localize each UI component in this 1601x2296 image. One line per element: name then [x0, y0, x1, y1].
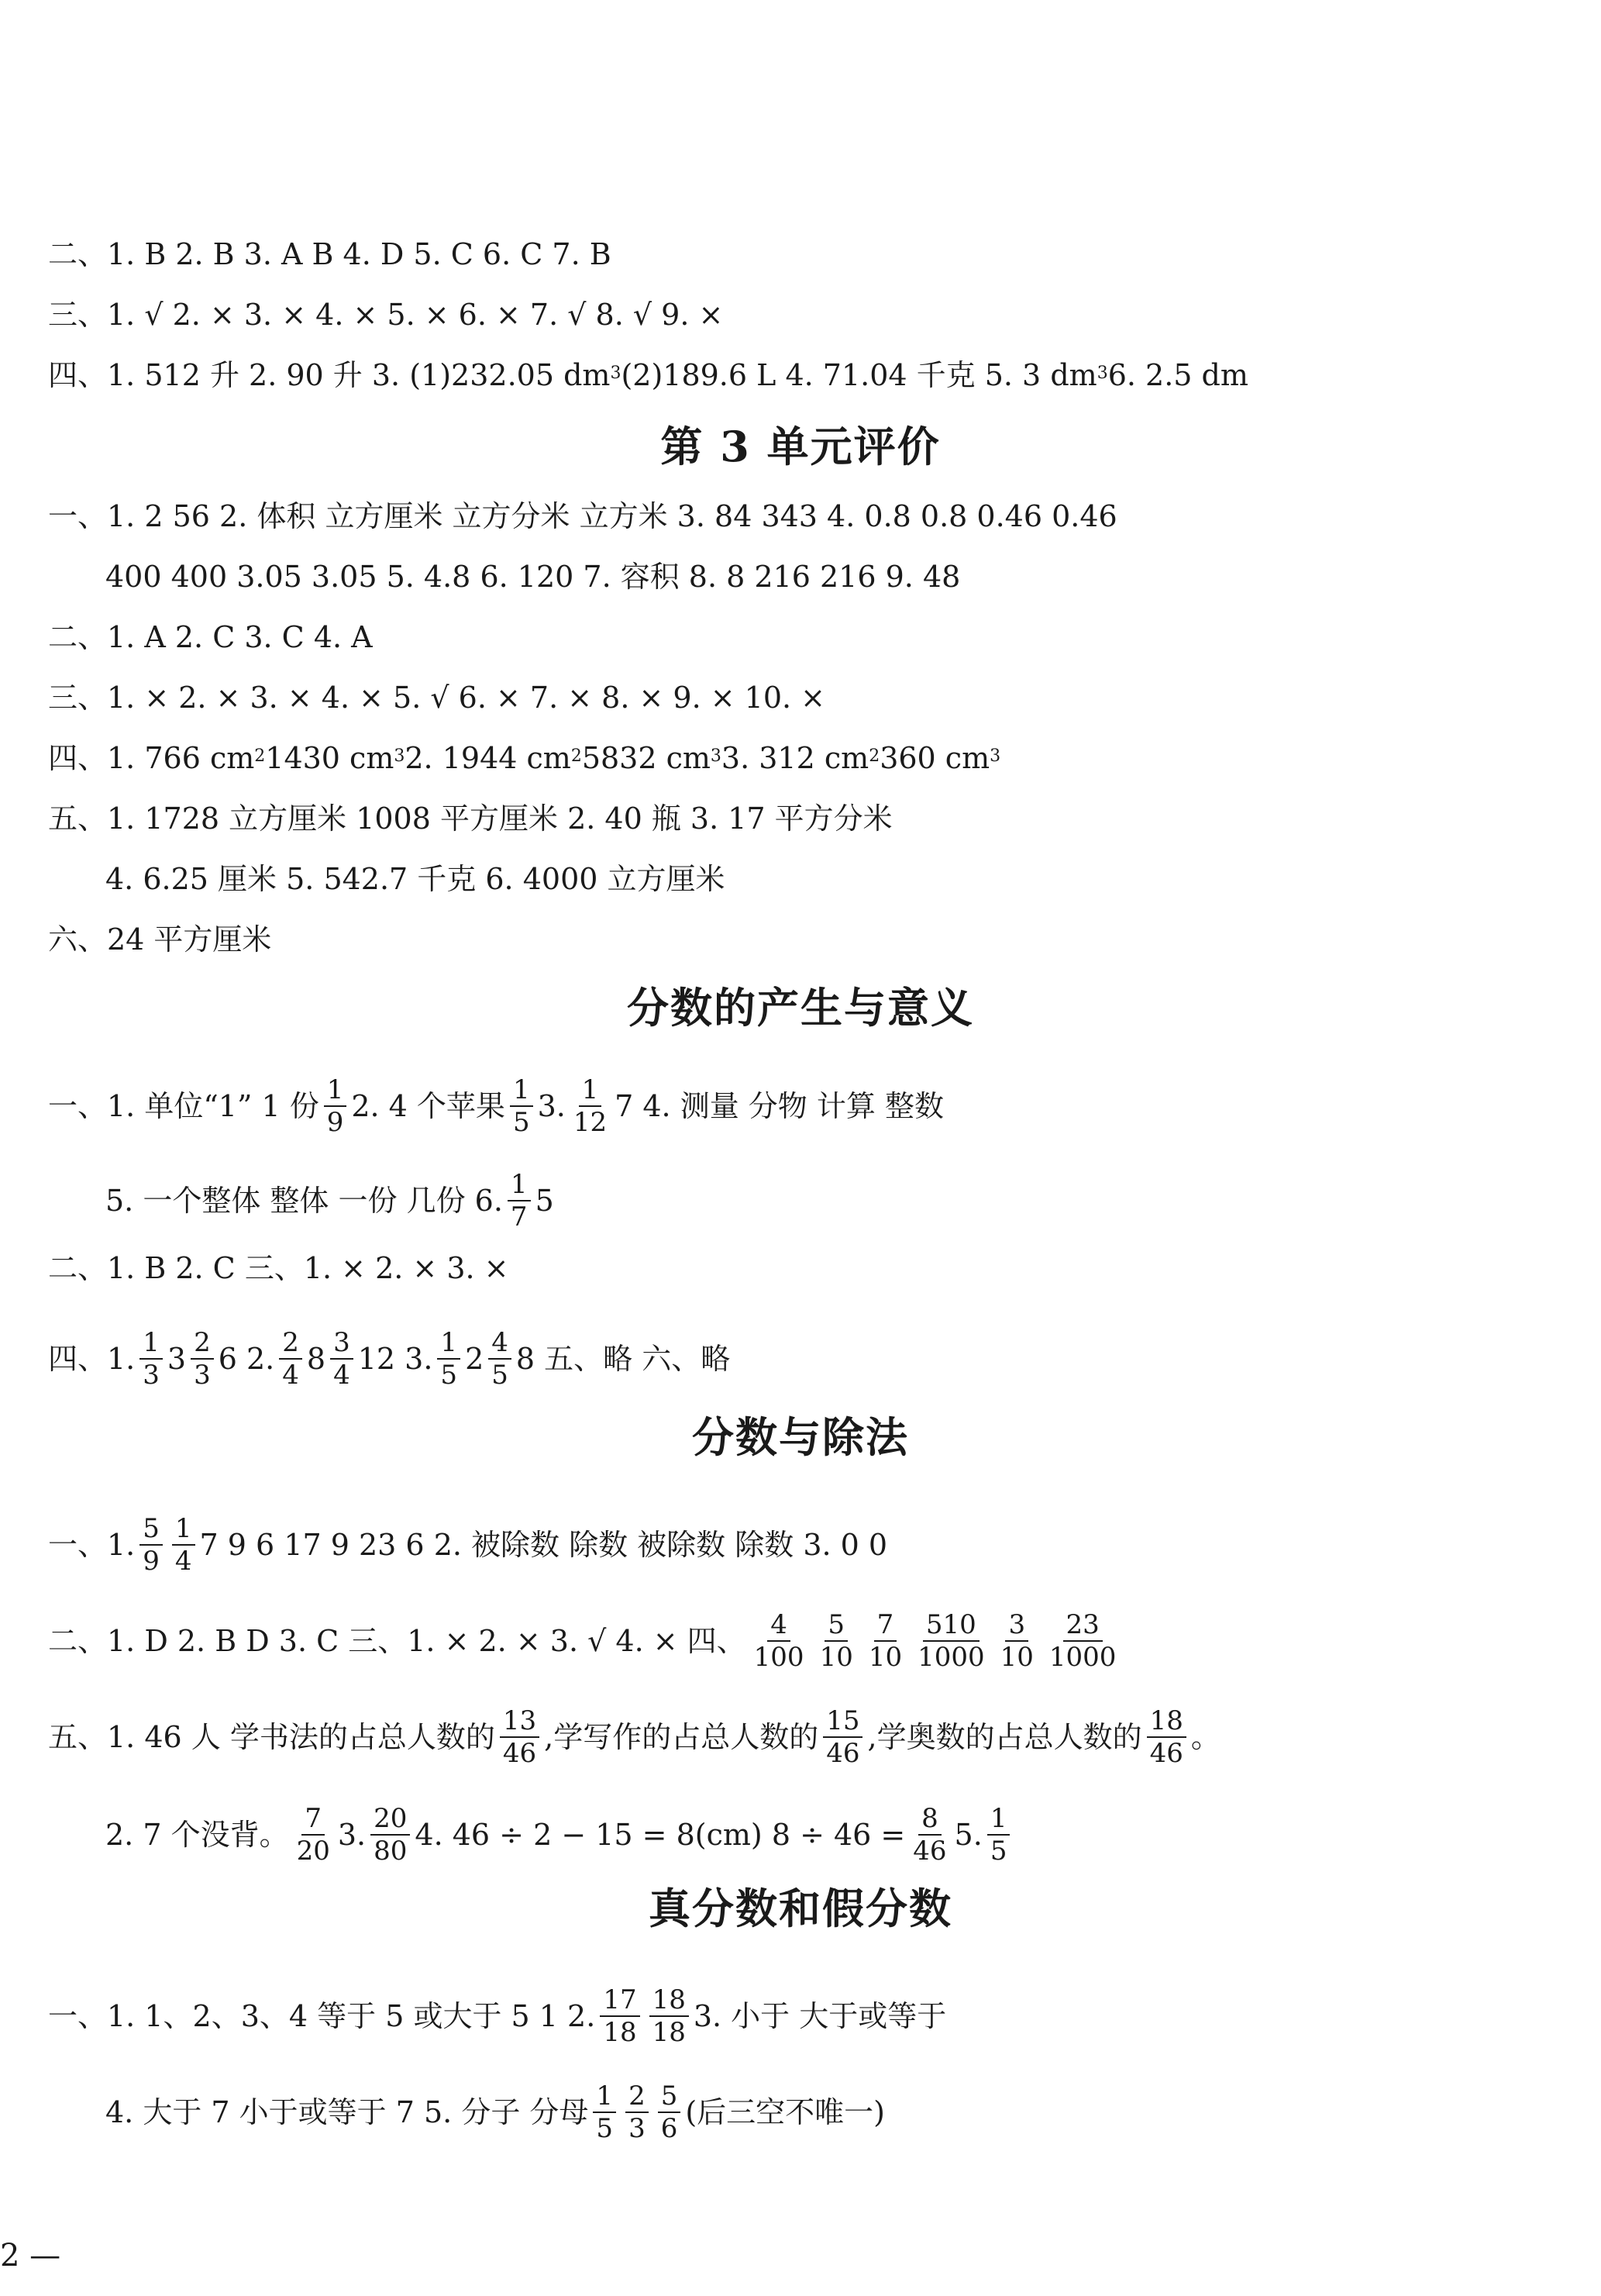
- denominator: 80: [374, 1836, 408, 1867]
- answer-text: 四、1. 512 升 2. 90 升 3. (1)232.05 dm: [48, 358, 611, 392]
- numerator: 18: [649, 1984, 689, 2017]
- answer-text: 7 4. 测量 分物 计算 整数: [615, 1089, 944, 1123]
- denominator: 10: [868, 1642, 903, 1673]
- answer-text: 2. 4 个苹果: [351, 1089, 505, 1123]
- answer-text: 一、1. 单位“1” 1 份: [48, 1089, 319, 1123]
- numerator: 23: [1063, 1609, 1103, 1642]
- answer-text: 一、1. 1、2、3、4 等于 5 或大于 5 1 2.: [48, 1999, 596, 2033]
- numerator: 13: [500, 1705, 539, 1738]
- denominator: 5: [491, 1360, 508, 1391]
- denominator: 5: [440, 1360, 458, 1391]
- denominator: 1000: [918, 1642, 985, 1673]
- answer-text: 2: [465, 1342, 484, 1376]
- unit3-line-5-cont: [105, 862, 725, 896]
- numerator: 1: [508, 1169, 531, 1201]
- fraction: [1147, 1705, 1186, 1769]
- heading-proper-improper: 真分数和假分数: [649, 1884, 952, 1933]
- fraction: [751, 1609, 807, 1673]
- fraction: [866, 1609, 905, 1673]
- denominator: 9: [326, 1107, 344, 1138]
- numerator: 5: [139, 1513, 163, 1546]
- numerator: 3: [330, 1327, 353, 1360]
- answer-text: (2)189.6 L 4. 71.04 千克 5. 3 dm: [621, 358, 1097, 392]
- fraction: [330, 1327, 353, 1391]
- numerator: 510: [923, 1609, 980, 1642]
- numerator: 1: [987, 1803, 1011, 1836]
- denominator: 4: [333, 1360, 350, 1391]
- answer-text: 3.: [537, 1089, 566, 1123]
- denominator: 18: [603, 2017, 637, 2048]
- numerator: 1: [324, 1074, 347, 1107]
- fraction: [510, 1074, 533, 1138]
- division-line-5: [48, 1705, 1221, 1769]
- numerator: 4: [488, 1327, 511, 1360]
- unit3-line-5: [48, 802, 893, 836]
- answer-text: 二、1. A 2. C 3. C 4. A: [48, 620, 373, 654]
- numerator: 8: [918, 1803, 942, 1836]
- answer-text: 3. 小于 大于或等于: [693, 1999, 947, 2033]
- denominator: 46: [1149, 1738, 1183, 1769]
- denominator: 100: [753, 1642, 804, 1673]
- meaning-line-4: [48, 1327, 730, 1391]
- answer-text: 400 400 3.05 3.05 5. 4.8 6. 120 7. 容积 8. 8 216 216 9. 48: [105, 560, 961, 594]
- answer-text: 5. 一个整体 整体 一份 几份 6.: [105, 1184, 503, 1218]
- numerator: 5: [825, 1609, 848, 1642]
- answer-text: 4. 6.25 厘米 5. 542.7 千克 6. 4000 立方厘米: [105, 862, 725, 896]
- fraction: [324, 1074, 347, 1138]
- answer-text: ,学奥数的占总人数的: [867, 1720, 1142, 1754]
- denominator: 12: [573, 1107, 608, 1138]
- answer-text: 五、1. 46 人 学书法的占总人数的: [48, 1720, 495, 1754]
- fraction: [191, 1327, 214, 1391]
- answer-text: 4. 46 ÷ 2 − 15 = 8(cm) 8 ÷ 46 =: [415, 1818, 906, 1852]
- answer-text: 二、1. D 2. B D 3. C 三、1. × 2. × 3. √ 4. × 四、: [48, 1624, 746, 1658]
- fraction: [987, 1803, 1011, 1867]
- answer-text: 二、1. B 2. B 3. A B 4. D 5. C 6. C 7. B: [48, 237, 611, 271]
- denominator: 7: [510, 1201, 528, 1232]
- division-line-5-cont: [105, 1803, 1014, 1867]
- answer-text: 6. 2.5 dm: [1107, 358, 1248, 392]
- unit3-line-3: [48, 681, 825, 715]
- meaning-line-2: [48, 1251, 509, 1285]
- meaning-line-1: [48, 1074, 944, 1138]
- denominator: 18: [652, 2017, 686, 2048]
- fraction: [600, 1984, 639, 2048]
- fraction: [914, 1609, 988, 1673]
- fraction: [570, 1074, 610, 1138]
- denominator: 5: [596, 2113, 614, 2144]
- heading-fraction-meaning: 分数的产生与意义: [627, 983, 974, 1033]
- answer-text: 2. 1944 cm: [405, 741, 571, 775]
- numerator: 2: [625, 2081, 649, 2113]
- denominator: 3: [143, 1360, 160, 1391]
- numerator: 2: [279, 1327, 302, 1360]
- proper-line-1-cont: [105, 2081, 885, 2144]
- numerator: 3: [1005, 1609, 1028, 1642]
- denominator: 9: [143, 1546, 160, 1577]
- heading-fraction-division: 分数与除法: [692, 1412, 909, 1462]
- fraction: [370, 1803, 410, 1867]
- answer-text: 六、24 平方厘米: [48, 922, 272, 957]
- denominator: 5: [990, 1836, 1007, 1867]
- unit3-line-2: [48, 620, 373, 654]
- numerator: 1: [579, 1074, 602, 1107]
- answer-line-2: [48, 237, 611, 271]
- answer-text: 6 2.: [218, 1342, 275, 1376]
- fraction: [997, 1609, 1037, 1673]
- answer-text: 三、1. × 2. × 3. × 4. × 5. √ 6. × 7. × 8. × 9. × 10. ×: [48, 681, 826, 715]
- answer-text: 5: [535, 1184, 554, 1218]
- answer-line-3: [48, 298, 723, 332]
- answer-text: 一、1. 2 56 2. 体积 立方厘米 立方分米 立方米 3. 84 343 4. 0.8 0.8 0.46 0.46: [48, 499, 1117, 533]
- answer-text: 3.: [337, 1818, 367, 1852]
- meaning-line-1-cont: [105, 1169, 554, 1232]
- numerator: 1: [172, 1513, 195, 1546]
- answer-text: 8 五、略 六、略: [515, 1342, 731, 1376]
- numerator: 4: [767, 1609, 790, 1642]
- answer-text: 4. 大于 7 小于或等于 7 5. 分子 分母: [105, 2095, 589, 2129]
- fraction: [437, 1327, 460, 1391]
- division-line-2: [48, 1609, 1124, 1673]
- numerator: 18: [1147, 1705, 1186, 1738]
- answer-text: 一、1.: [48, 1528, 136, 1562]
- page-number: 2 —: [0, 2238, 61, 2274]
- numerator: 5: [658, 2081, 681, 2113]
- answer-text: 三、1. √ 2. × 3. × 4. × 5. × 6. × 7. √ 8. √ 9. ×: [48, 298, 724, 332]
- answer-text: 360 cm: [880, 741, 990, 775]
- answer-line-4: 四、1. 512 升 2. 90 升 3. (1)232.05 dm $^3$ (2)189.6 L 4. 71.04 千克 5. 3 dm $^3$ 6. 2.5 dm: [48, 358, 1248, 392]
- fraction: [625, 2081, 649, 2144]
- division-line-1: [48, 1513, 887, 1577]
- answer-text: 二、1. B 2. C 三、1. × 2. × 3. ×: [48, 1251, 509, 1285]
- denominator: 10: [1000, 1642, 1034, 1673]
- answer-text: 3. 312 cm: [721, 741, 869, 775]
- denominator: 46: [502, 1738, 537, 1769]
- fraction: [172, 1513, 195, 1577]
- answer-text: (后三空不唯一): [685, 2095, 885, 2129]
- proper-line-1: [48, 1984, 946, 2048]
- fraction: [139, 1513, 163, 1577]
- numerator: 7: [301, 1803, 325, 1836]
- heading-unit3: 第 3 单元评价: [660, 422, 941, 471]
- numerator: 17: [600, 1984, 639, 2017]
- fraction: [294, 1803, 333, 1867]
- fraction: [910, 1803, 949, 1867]
- answer-text: 8: [306, 1342, 326, 1376]
- fraction: [593, 2081, 616, 2144]
- denominator: 4: [174, 1546, 192, 1577]
- answer-text: 5832 cm: [581, 741, 711, 775]
- answer-text: 7 9 6 17 9 23 6 2. 被除数 除数 被除数 除数 3. 0 0: [199, 1528, 888, 1562]
- denominator: 3: [628, 2113, 646, 2144]
- numerator: 1: [139, 1327, 163, 1360]
- answer-text: 四、1. 766 cm: [48, 741, 255, 775]
- fraction: [488, 1327, 511, 1391]
- numerator: 7: [874, 1609, 897, 1642]
- fraction: [279, 1327, 302, 1391]
- numerator: 2: [191, 1327, 214, 1360]
- numerator: 1: [437, 1327, 460, 1360]
- unit3-line-4: 四、1. 766 cm $^2$ 1430 cm $^3$ 2. 1944 cm $^2$ 5832 cm $^3$ 3. 312 cm $^2$ 360 cm $^3$: [48, 741, 1001, 775]
- unit3-line-6: [48, 922, 271, 957]
- fraction: [139, 1327, 163, 1391]
- answer-text: 5.: [954, 1818, 983, 1852]
- numerator: 15: [823, 1705, 862, 1738]
- numerator: 1: [510, 1074, 533, 1107]
- answer-text: 四、1.: [48, 1342, 136, 1376]
- unit3-line-1-cont: [105, 560, 960, 594]
- answer-text: 2. 7 个没背。: [105, 1818, 289, 1852]
- fraction: [817, 1609, 856, 1673]
- denominator: 3: [194, 1360, 211, 1391]
- answer-text: 12 3.: [357, 1342, 433, 1376]
- fraction: [823, 1705, 862, 1769]
- denominator: 5: [512, 1107, 530, 1138]
- answer-text: 五、1. 1728 立方厘米 1008 平方厘米 2. 40 瓶 3. 17 平方分米: [48, 802, 893, 836]
- denominator: 46: [826, 1738, 860, 1769]
- numerator: 20: [370, 1803, 410, 1836]
- fraction: [508, 1169, 531, 1232]
- denominator: 6: [660, 2113, 678, 2144]
- fraction: [658, 2081, 681, 2144]
- fraction: [649, 1984, 689, 2048]
- fraction: [500, 1705, 539, 1769]
- numerator: 1: [593, 2081, 616, 2113]
- denominator: 4: [282, 1360, 299, 1391]
- fraction: [1046, 1609, 1120, 1673]
- denominator: 10: [819, 1642, 853, 1673]
- answer-text: ,学写作的占总人数的: [544, 1720, 819, 1754]
- answer-text: 3: [167, 1342, 187, 1376]
- unit3-line-1: [48, 499, 1117, 533]
- answer-text: 1430 cm: [265, 741, 394, 775]
- answer-text: 。: [1190, 1720, 1221, 1754]
- denominator: 20: [296, 1836, 330, 1867]
- denominator: 1000: [1048, 1642, 1117, 1673]
- denominator: 46: [913, 1836, 947, 1867]
